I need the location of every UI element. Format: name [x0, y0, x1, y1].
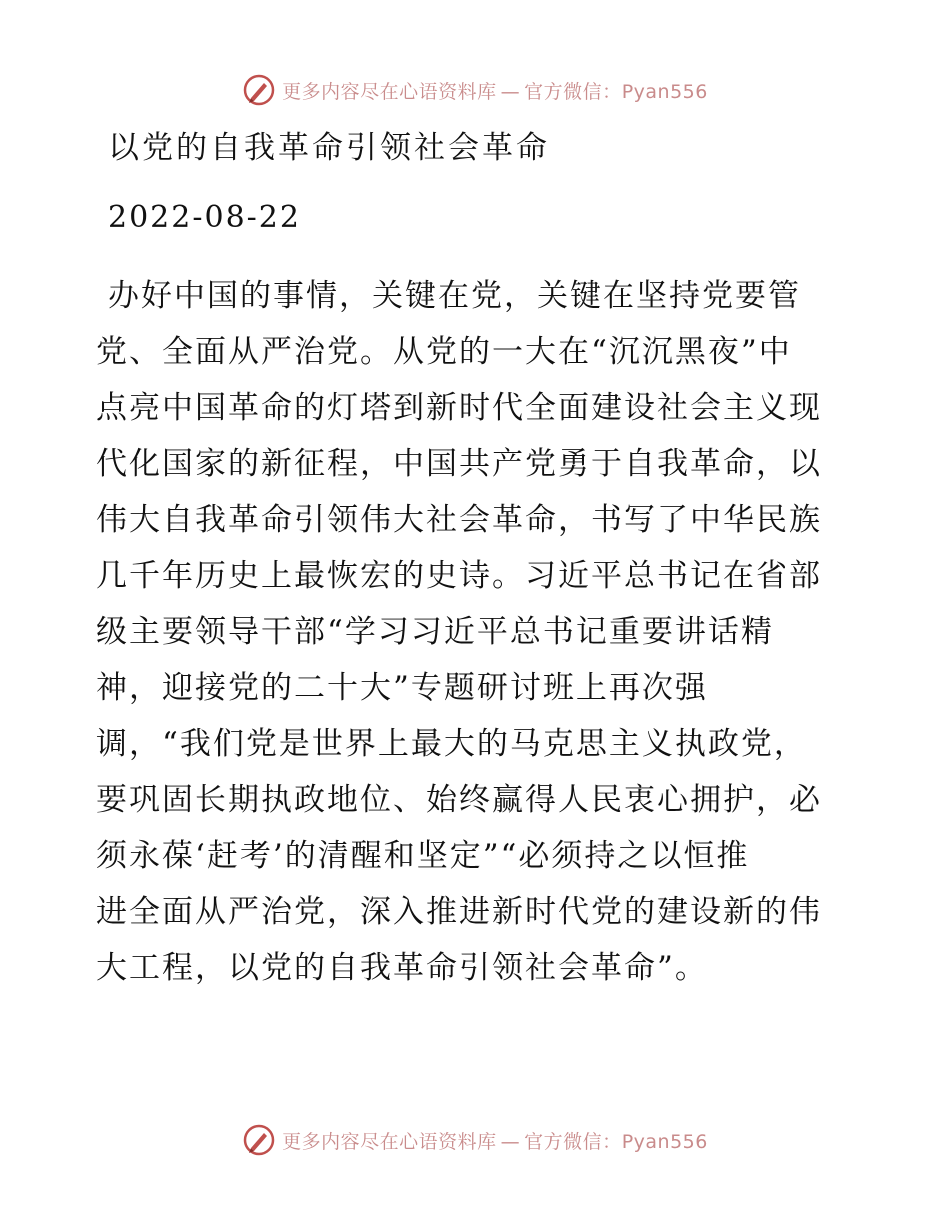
body-line: 进全面从严治党，深入推进新时代党的建设新的伟	[96, 894, 822, 930]
banner-wechat-label: 官方微信：	[524, 1130, 622, 1153]
banner-site-text: 更多内容尽在心语资料库	[282, 1130, 497, 1153]
body-line: 大工程，以党的自我革命引领社会革命”。	[96, 950, 708, 986]
banner-wechat-label: 官方微信：	[524, 80, 622, 103]
body-line: 代化国家的新征程，中国共产党勇于自我革命，以	[96, 446, 822, 482]
body-line: 调，“我们党是世界上最大的马克思主义执政党，	[96, 726, 807, 762]
article-body	[96, 268, 876, 996]
footer-banner	[0, 1120, 950, 1160]
body-line: 点亮中国革命的灯塔到新时代全面建设社会主义现	[96, 390, 822, 426]
banner-wechat-id: Pyan556	[621, 1130, 708, 1153]
body-line: 神，迎接党的二十大”专题研讨班上再次强	[96, 670, 708, 706]
body-line: 级主要领导干部“学习习近平总书记重要讲话精	[96, 614, 774, 650]
header-banner	[0, 70, 950, 110]
banner-site-text: 更多内容尽在心语资料库	[282, 80, 497, 103]
pen-logo-icon	[242, 73, 276, 107]
body-line: 几千年历史上最恢宏的史诗。习近平总书记在省部	[96, 558, 822, 594]
banner-separator: —	[500, 80, 521, 103]
body-line: 须永葆‘赶考’的清醒和坚定”“必须持之以恒推	[96, 838, 750, 874]
body-line: 要巩固长期执政地位、始终赢得人民衷心拥护，必	[96, 782, 822, 818]
body-line: 办好中国的事情，关键在党，关键在坚持党要管	[108, 278, 801, 314]
banner-text	[282, 77, 708, 104]
banner-text	[282, 1127, 708, 1154]
pen-logo-icon	[242, 1123, 276, 1157]
body-line: 伟大自我革命引领伟大社会革命，书写了中华民族	[96, 502, 822, 538]
banner-separator: —	[500, 1130, 521, 1153]
article-title: 以党的自我革命引领社会革命	[108, 130, 550, 166]
body-line: 党、全面从严治党。从党的一大在“沉沉黑夜”中	[96, 334, 792, 370]
article-date: 2022-08-22	[108, 200, 301, 235]
banner-wechat-id: Pyan556	[621, 80, 708, 103]
